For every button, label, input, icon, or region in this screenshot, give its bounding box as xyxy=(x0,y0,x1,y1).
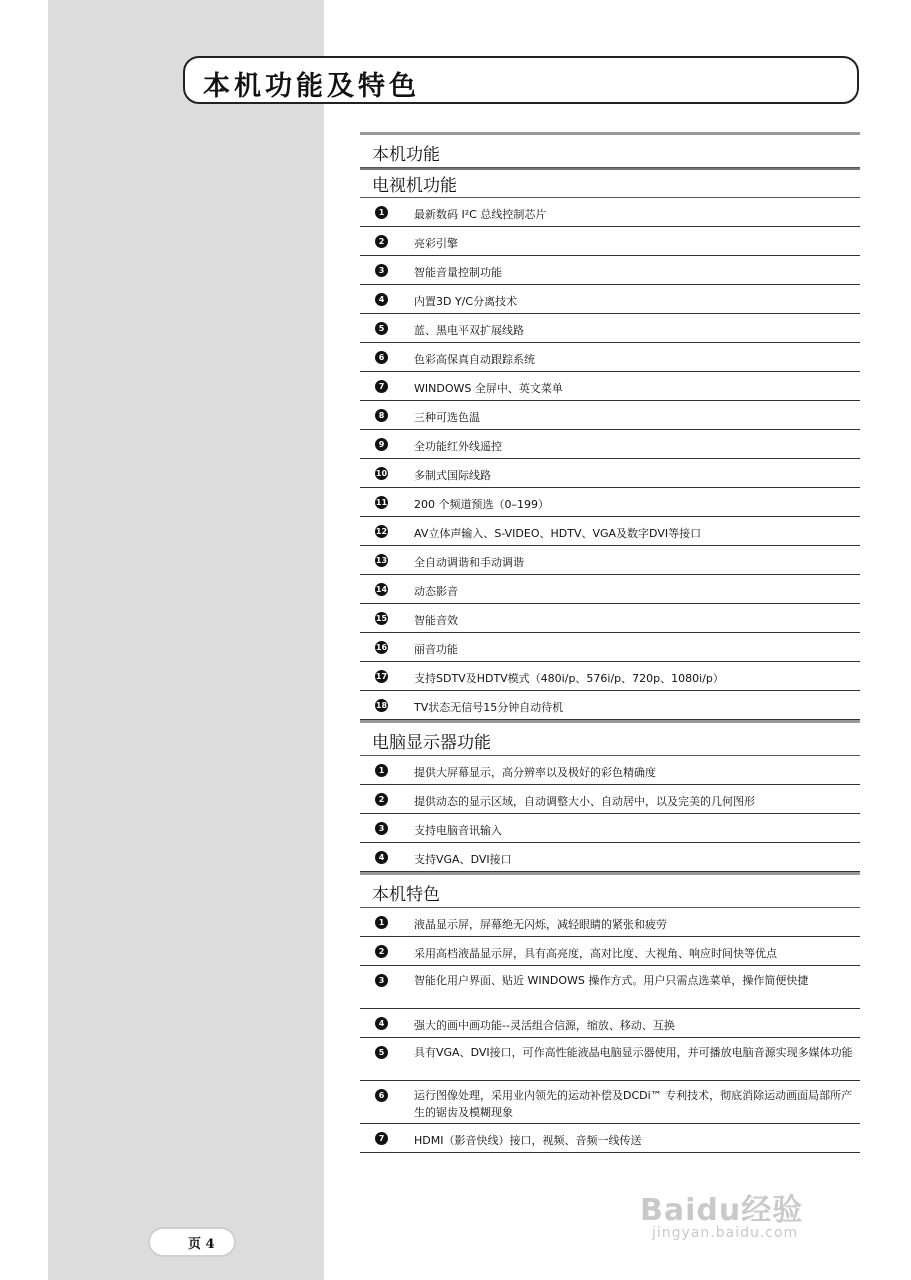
watermark-url: jingyan.baidu.com xyxy=(652,1225,799,1241)
item-number-badge: 1 xyxy=(375,206,388,219)
list-item xyxy=(360,966,860,1009)
page-title: 本机功能及特色 xyxy=(203,71,420,102)
content-sections xyxy=(360,132,860,1153)
list-item xyxy=(360,372,860,401)
item-text: WINDOWS 全屏中、英文菜单 xyxy=(414,382,563,395)
section-main-heading: 本机功能 xyxy=(360,132,860,168)
item-number-badge: 2 xyxy=(375,235,388,248)
item-number-badge: 12 xyxy=(375,527,388,536)
item-text: 色彩高保真自动跟踪系统 xyxy=(414,353,535,366)
item-text: 亮彩引擎 xyxy=(414,237,458,250)
item-number-badge: 4 xyxy=(375,851,388,864)
item-text: 三种可选色温 xyxy=(414,411,480,424)
item-number-badge: 5 xyxy=(375,1046,388,1059)
item-number-badge: 2 xyxy=(375,793,388,806)
item-text: 液晶显示屏，屏幕绝无闪烁，减轻眼睛的紧张和疲劳 xyxy=(414,918,667,931)
list-item xyxy=(360,1009,860,1038)
item-text: 具有VGA、DVI接口，可作高性能液晶电脑显示器使用，并可播放电脑音源实现多媒体功能 xyxy=(414,1046,853,1059)
item-number-badge: 8 xyxy=(375,409,388,422)
item-number-badge: 10 xyxy=(375,469,388,478)
list-item xyxy=(360,937,860,966)
item-text: 智能音效 xyxy=(414,614,458,627)
list-item xyxy=(360,756,860,785)
list-item xyxy=(360,517,860,546)
item-text: 多制式国际线路 xyxy=(414,469,491,482)
list-item xyxy=(360,401,860,430)
item-text: 蓝、黑电平双扩展线路 xyxy=(414,324,524,337)
item-number-badge: 6 xyxy=(375,351,388,364)
list-item xyxy=(360,785,860,814)
item-number-badge: 1 xyxy=(375,764,388,777)
list-item xyxy=(360,198,860,227)
list-item xyxy=(360,459,860,488)
item-number-badge: 4 xyxy=(375,1017,388,1030)
item-number-badge: 3 xyxy=(375,974,388,987)
item-text: 智能音量控制功能 xyxy=(414,266,502,279)
item-text: 运行图像处理，采用业内领先的运动补偿及DCDi™ 专利技术，彻底消除运动画面局部所产生的锯齿及模糊现象 xyxy=(414,1089,853,1119)
item-text: 内置3D Y/C分离技术 xyxy=(414,295,518,308)
item-text: 丽音功能 xyxy=(414,643,458,656)
item-text: 全自动调谐和手动调谐 xyxy=(414,556,524,569)
item-text: AV立体声输入、S-VIDEO、HDTV、VGA及数字DVI等接口 xyxy=(414,527,702,540)
list-item xyxy=(360,256,860,285)
list-item xyxy=(360,343,860,372)
page-number-badge xyxy=(150,1229,234,1255)
list-item xyxy=(360,908,860,937)
item-text: 提供动态的显示区域，自动调整大小、自动居中，以及完美的几何图形 xyxy=(414,795,755,808)
list-item xyxy=(360,1038,860,1081)
list-item xyxy=(360,604,860,633)
item-text: 最新数码 I²C 总线控制芯片 xyxy=(414,208,547,221)
item-number-badge: 13 xyxy=(375,556,388,565)
watermark xyxy=(640,1185,860,1245)
item-text: 支持VGA、DVI接口 xyxy=(414,853,512,866)
page-title-box xyxy=(183,56,859,104)
watermark-logo: Baidu经验 xyxy=(640,1193,804,1228)
list-item xyxy=(360,633,860,662)
tv-feature-list xyxy=(360,198,860,720)
item-text: 提供大屏幕显示，高分辨率以及极好的彩色精确度 xyxy=(414,766,656,779)
item-text: 支持电脑音讯输入 xyxy=(414,824,502,837)
list-item xyxy=(360,285,860,314)
item-text: 强大的画中画功能--灵活组合信源，缩放、移动、互换 xyxy=(414,1019,675,1032)
left-gray-band xyxy=(48,0,324,1280)
item-text: 200 个频道预选（0–199） xyxy=(414,498,549,511)
list-item xyxy=(360,227,860,256)
item-number-badge: 9 xyxy=(375,438,388,451)
item-number-badge: 16 xyxy=(375,643,388,652)
features-section-heading: 本机特色 xyxy=(360,872,860,908)
list-item xyxy=(360,1081,860,1124)
list-item xyxy=(360,1124,860,1153)
item-text: 采用高档液晶显示屏，具有高亮度，高对比度、大视角、响应时间快等优点 xyxy=(414,947,777,960)
item-number-badge: 2 xyxy=(375,945,388,958)
item-text: 全功能红外线遥控 xyxy=(414,440,502,453)
pc-section-heading: 电脑显示器功能 xyxy=(360,720,860,756)
item-text: HDMI（影音快线）接口，视频、音频一线传送 xyxy=(414,1134,642,1147)
item-number-badge: 14 xyxy=(375,585,388,594)
item-number-badge: 5 xyxy=(375,322,388,335)
item-text: 支持SDTV及HDTV模式（480i/p、576i/p、720p、1080i/p） xyxy=(414,672,724,685)
item-number-badge: 3 xyxy=(375,264,388,277)
item-number-badge: 11 xyxy=(375,498,388,507)
tv-section-heading: 电视机功能 xyxy=(360,168,860,198)
item-text: 动态影音 xyxy=(414,585,458,598)
list-item xyxy=(360,314,860,343)
list-item xyxy=(360,488,860,517)
item-number-badge: 15 xyxy=(375,614,388,623)
special-feature-list xyxy=(360,908,860,1153)
list-item xyxy=(360,546,860,575)
list-item xyxy=(360,814,860,843)
list-item xyxy=(360,430,860,459)
pc-feature-list xyxy=(360,756,860,872)
list-item xyxy=(360,662,860,691)
item-number-badge: 17 xyxy=(375,672,388,681)
list-item xyxy=(360,691,860,720)
item-number-badge: 6 xyxy=(375,1089,388,1102)
page-number: 页 4 xyxy=(188,1237,215,1252)
item-number-badge: 18 xyxy=(375,701,388,710)
list-item xyxy=(360,843,860,872)
item-text: 智能化用户界面、贴近 WINDOWS 操作方式。用户只需点选菜单，操作简便快捷 xyxy=(414,974,809,987)
item-number-badge: 4 xyxy=(375,293,388,306)
list-item xyxy=(360,575,860,604)
item-number-badge: 7 xyxy=(375,1132,388,1145)
item-text: TV状态无信号15分钟自动待机 xyxy=(414,701,564,714)
item-number-badge: 1 xyxy=(375,916,388,929)
item-number-badge: 7 xyxy=(375,380,388,393)
item-number-badge: 3 xyxy=(375,822,388,835)
